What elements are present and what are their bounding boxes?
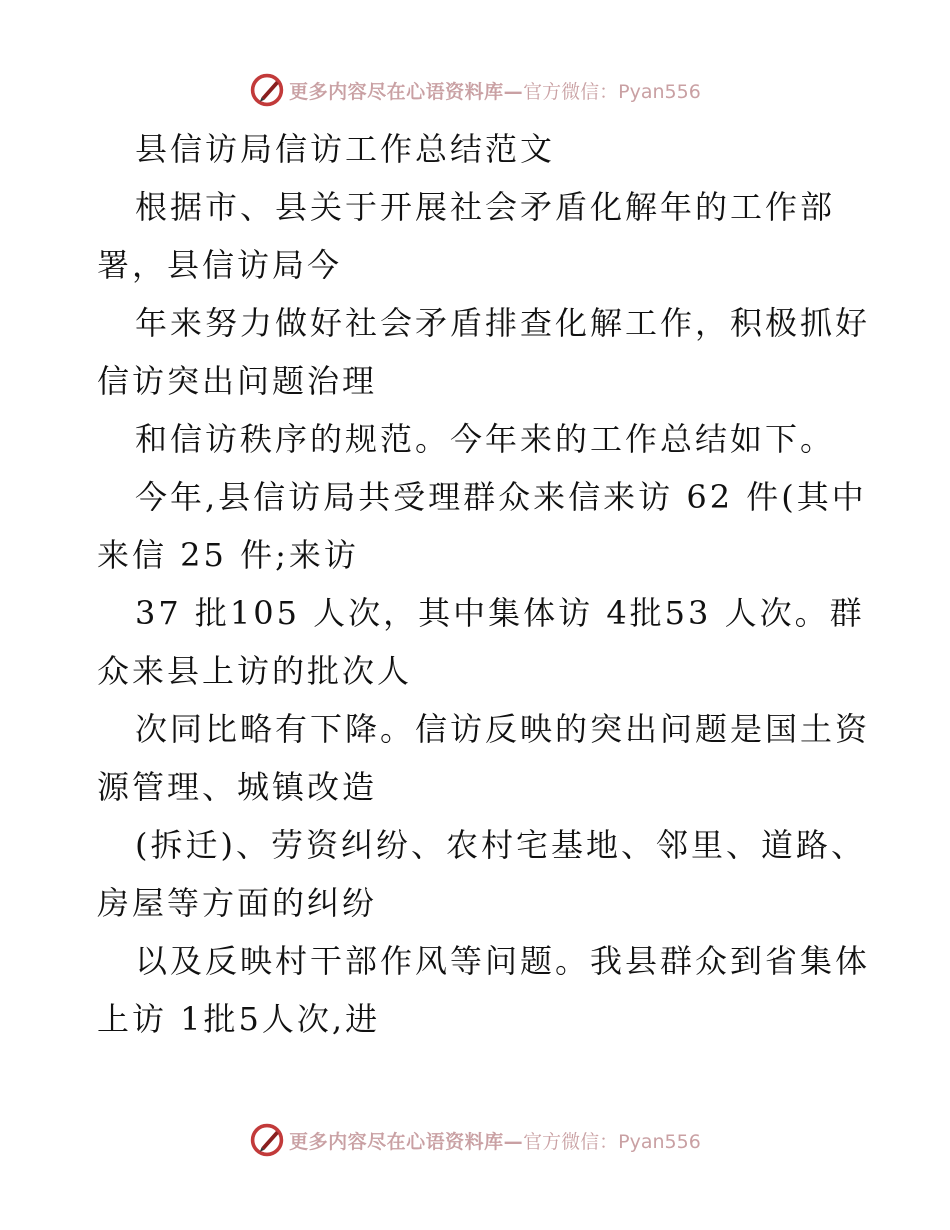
footer-wechat-text: 官方微信：Pyan556 — [523, 1130, 701, 1153]
header-banner-text: 更多内容尽在心语资料库— — [289, 80, 524, 103]
header-wechat-text: 官方微信：Pyan556 — [523, 80, 701, 103]
pen-logo-icon — [249, 1122, 285, 1158]
footer-banner — [0, 1120, 950, 1160]
text-line: 37 批105 人次，其中集体访 4批53 人次。群 — [135, 594, 865, 632]
pen-logo-icon — [249, 72, 285, 108]
text-line: 以及反映村干部作风等问题。我县群众到省集体 — [135, 942, 871, 980]
text-line: 众来县上访的批次人 — [97, 652, 413, 690]
document-body — [97, 120, 871, 1048]
footer-banner-text: 更多内容尽在心语资料库— — [289, 1130, 524, 1153]
header-banner — [0, 70, 950, 110]
text-line: 来信 25 件;来访 — [97, 536, 359, 574]
text-line: 根据市、县关于开展社会矛盾化解年的工作部 — [135, 188, 836, 226]
text-line: 房屋等方面的纠纷 — [97, 884, 378, 922]
text-line: (拆迁)、劳资纠纷、农村宅基地、邻里、道路、 — [135, 826, 866, 864]
text-line: 今年,县信访局共受理群众来信来访 62 件(其中 — [135, 478, 867, 516]
text-line: 年来努力做好社会矛盾排查化解工作，积极抓好 — [135, 304, 871, 342]
text-line: 和信访秩序的规范。今年来的工作总结如下。 — [135, 420, 836, 458]
text-line: 上访 1批5人次,进 — [97, 1000, 381, 1038]
text-line: 源管理、城镇改造 — [97, 768, 378, 806]
text-line: 次同比略有下降。信访反映的突出问题是国土资 — [135, 710, 871, 748]
document-title: 县信访局信访工作总结范文 — [135, 130, 556, 168]
text-line: 署，县信访局今 — [97, 246, 343, 284]
text-line: 信访突出问题治理 — [97, 362, 378, 400]
